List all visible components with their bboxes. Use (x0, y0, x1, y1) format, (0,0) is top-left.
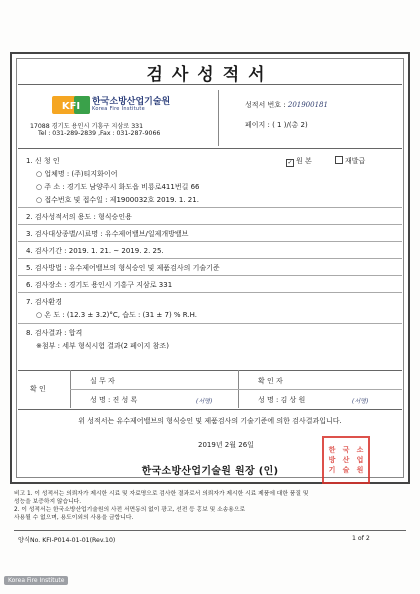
confirmer-signature: (서명) (352, 398, 369, 405)
company-address: ○ 주 소 : 경기도 남양주시 화도읍 비룡로411번길 66 (36, 183, 200, 191)
org-address: 17088 경기도 용인시 기흥구 지삼로 331 (30, 123, 144, 130)
section-period: 4. 검사기간 : 2019. 1. 21. ~ 2019. 2. 25. (26, 247, 164, 255)
confirmer-title: 확 인 자 (258, 377, 283, 385)
divider (18, 258, 402, 259)
signer: 한국소방산업기술원 원장 (인) (141, 466, 279, 477)
issue-date: 2019년 2월 26일 (198, 441, 254, 449)
form-number: 양식No. KFI-P014-01-01(Rev.10) (18, 537, 116, 544)
remark-line: 성능을 보증하지 않습니다. (14, 499, 82, 505)
divider (18, 275, 402, 276)
section-sample: 3. 검사대상종별/시료명 : 유수제어밸브/일제개방밸브 (26, 230, 189, 238)
seal-char: 방 (328, 456, 336, 464)
original-check (286, 156, 312, 167)
divider (18, 292, 402, 293)
divider (18, 323, 402, 324)
seal-char: 소 (356, 446, 364, 454)
section-result: 8. 검사결과 : 합격 (26, 329, 83, 337)
seal-char: 산 (342, 456, 350, 464)
cert-number (245, 100, 328, 110)
seal-char: 업 (356, 456, 364, 464)
page-count: 페이지 : ( 1 )/(총 2) (245, 121, 308, 129)
reissue-label: 재발급 (345, 157, 366, 165)
section-location: 6. 검사장소 : 경기도 용인시 기흥구 지삼로 331 (26, 281, 173, 289)
divider (18, 224, 402, 225)
environment-values: ○ 온 도 : (12.3 ± 3.2)°C, 습도 : (31 ± 7) % R.H. (36, 311, 198, 319)
company-name: ○ 업체명 : (주)티지화이어 (36, 170, 118, 178)
divider (18, 148, 402, 149)
divider (18, 207, 402, 208)
seal-char: 한 (328, 446, 336, 454)
cert-number-value: 201900181 (287, 101, 328, 109)
section-applicant: 1. 신 청 인 (26, 157, 60, 165)
section-environment: 7. 검사환경 (26, 298, 62, 306)
attachment-note: ※첨부 : 세부 형식시험 결과(2 페이지 참조) (36, 342, 169, 350)
seal-char: 기 (328, 466, 336, 474)
divider (14, 530, 406, 531)
worker-title: 실 무 자 (90, 377, 115, 385)
cert-number-label: 성적서 번호 : (245, 101, 286, 109)
remark-line: 비고 1. 이 성적서는 의뢰자가 제시한 시료 및 자료명으로 검사한 결과로서 의뢰자가 제시한 시료 제품에 대한 품질 및 (14, 491, 309, 497)
divider (18, 241, 402, 242)
official-seal-icon (322, 436, 370, 484)
watermark: Korea Fire Institute (4, 576, 68, 585)
remark-line: 2. 이 성적서는 한국소방산업기술원의 사전 서면동의 없이 광고, 선전 등 홍보 및 소송용으로 (14, 507, 246, 513)
remarks (14, 490, 410, 522)
confirmer-name: 성 명 : 김 상 원 (258, 396, 306, 404)
worker-name: 성 명 : 진 성 록 (90, 396, 138, 404)
worker-signature: (서명) (196, 398, 213, 405)
checkbox-empty-icon (335, 156, 343, 164)
seal-char: 원 (356, 466, 364, 474)
statement: 위 성적서는 유수제어밸브의 형식승인 및 제품검사의 기술기준에 의한 검사결과입니다. (78, 417, 342, 425)
kfi-logo (52, 96, 90, 114)
section-method: 5. 검사방법 : 유수제어밸브의 형식승인 및 제품검사의 기술기준 (26, 264, 220, 272)
original-label: 원 본 (296, 157, 312, 165)
org-name: 한국소방산업기술원 (92, 97, 171, 107)
svg-text:KFI: KFI (61, 101, 81, 112)
org-name-en: Korea Fire Institute (92, 106, 146, 112)
page-number: 1 of 2 (352, 535, 370, 542)
section-purpose: 2. 검사성적서의 용도 : 형식승인용 (26, 213, 132, 221)
checkbox-checked-icon: ✓ (287, 159, 293, 166)
table-divider (70, 389, 402, 390)
receipt-info: ○ 접수번호 및 접수일 : 제1900032호 2019. 1. 21. (36, 196, 199, 204)
confirm-label: 확 인 (30, 385, 46, 393)
seal-char: 술 (342, 466, 350, 474)
reissue-check (335, 156, 365, 166)
divider (18, 84, 402, 85)
seal-char: 국 (342, 446, 350, 454)
remark-line: 사용될 수 없으며, 용도이외의 사용을 금합니다. (14, 515, 134, 521)
page-title: 검사성적서 (146, 65, 274, 85)
org-tel-fax: Tel : 031-289-2839 ,Fax : 031-287-9066 (38, 130, 161, 137)
